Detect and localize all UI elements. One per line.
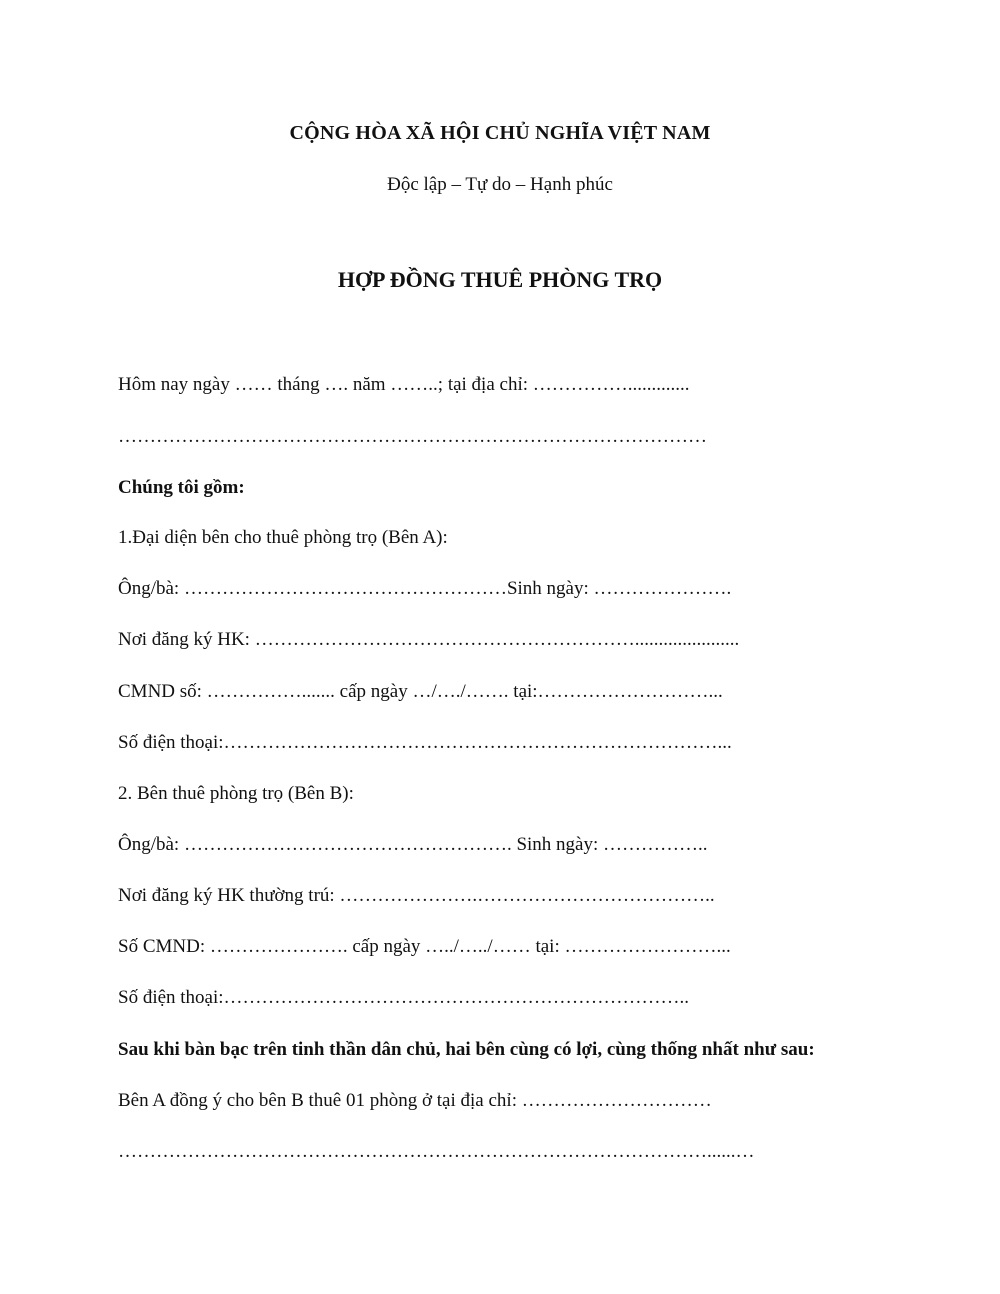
- party-a-registration-line: Nơi đăng ký HK: ……………………………………………………......................: [118, 629, 740, 650]
- agreement-heading: Sau khi bàn bạc trên tinh thần dân chủ, hai bên cùng có lợi, cùng thống nhất như sau:: [118, 1039, 815, 1060]
- date-place-line: Hôm nay ngày …… tháng …. năm ……..; tại địa chỉ: …………….............: [118, 374, 690, 395]
- party-a-heading: 1.Đại diện bên cho thuê phòng trọ (Bên A):: [118, 527, 448, 548]
- national-title: CỘNG HÒA XÃ HỘI CHỦ NGHĨA VIỆT NAM: [289, 122, 711, 144]
- contract-title: HỢP ĐỒNG THUÊ PHÒNG TRỌ: [337, 267, 663, 292]
- party-a-id-line: CMND số: ……………....... cấp ngày …/…./……. tại:………………………...: [118, 681, 723, 702]
- address-continued-line: …………………………………………………………………………………: [118, 426, 707, 447]
- party-b-phone-line: Số điện thoại:………………………………………………………………..: [118, 987, 690, 1008]
- room-address-continued-line: …………………………………………………………………………………......…: [118, 1141, 755, 1162]
- party-b-heading: 2. Bên thuê phòng trọ (Bên B):: [118, 783, 354, 804]
- national-motto: Độc lập – Tự do – Hạnh phúc: [387, 174, 613, 195]
- room-address-line: Bên A đồng ý cho bên B thuê 01 phòng ở tại địa chỉ: …………………………: [118, 1090, 712, 1111]
- parties-heading: Chúng tôi gồm:: [118, 477, 245, 498]
- party-b-id-line: Số CMND: …………………. cấp ngày …../…../…… tại: ……………………...: [118, 936, 731, 957]
- party-b-registration-line: Nơi đăng ký HK thường trú: ………………….………………………………..: [118, 885, 715, 906]
- party-b-name-line: Ông/bà: ……………………………………………. Sinh ngày: ……………..: [118, 834, 708, 855]
- party-a-name-line: Ông/bà: ……………………………………………Sinh ngày: ………………….: [118, 578, 732, 599]
- party-a-phone-line: Số điện thoại:……………………………………………………………………...: [118, 732, 732, 753]
